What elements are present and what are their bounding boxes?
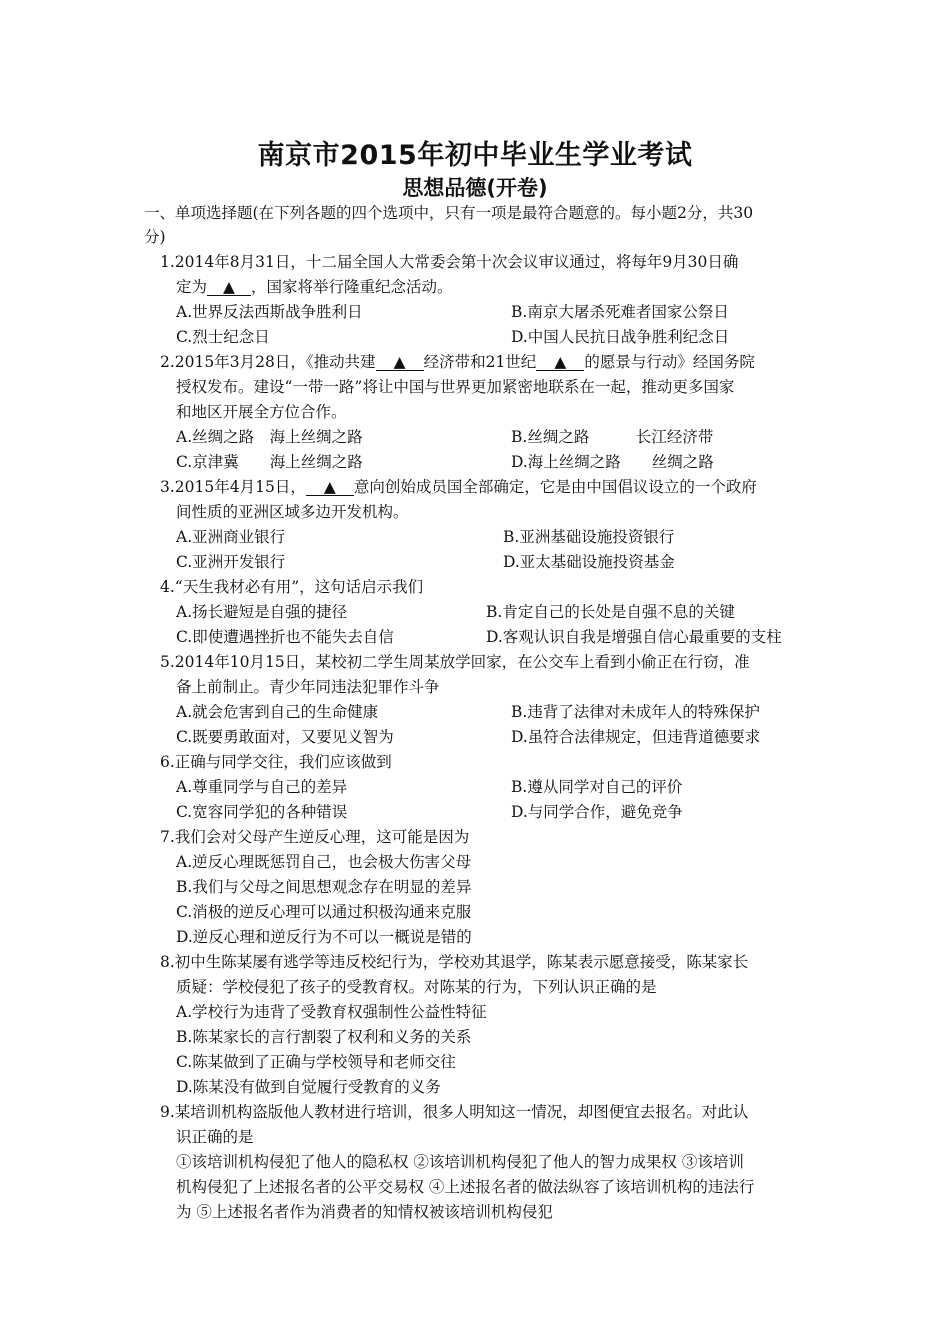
q1-stem-cont: 定为 ▲ ，国家将举行隆重纪念活动。	[176, 278, 453, 296]
q5-stem: 5.2014年10月15日，某校初二学生周某放学回家，在公交车上看到小偷正在行窃，准	[160, 653, 750, 671]
q4-option-c: C.即使遭遇挫折也不能失去自信	[176, 628, 394, 646]
exam-subtitle: 思想品德(开卷)	[402, 176, 548, 200]
q1-option-b: B.南京大屠杀死难者国家公祭日	[511, 303, 729, 321]
q3-option-a: A.亚洲商业银行	[176, 528, 286, 546]
q8-option-c: C.陈某做到了正确与学校领导和老师交往	[176, 1053, 456, 1071]
q4-option-b: B.肯定自己的长处是自强不息的关键	[486, 603, 735, 621]
q7-option-d: D.逆反心理和逆反行为不可以一概说是错的	[176, 928, 472, 946]
q5-option-d: D.虽符合法律规定，但违背道德要求	[511, 728, 761, 746]
q6-option-b: B.遵从同学对自己的评价	[511, 778, 683, 796]
q9-statements-line1: ①该培训机构侵犯了他人的隐私权 ②该培训机构侵犯了他人的智力成果权 ③该培训	[176, 1153, 744, 1171]
q7-stem: 7.我们会对父母产生逆反心理，这可能是因为	[160, 828, 470, 846]
q3-option-c: C.亚洲开发银行	[176, 553, 286, 571]
q8-stem-cont: 质疑：学校侵犯了孩子的受教育权。对陈某的行为，下列认识正确的是	[176, 978, 657, 996]
q9-stem: 9.某培训机构盗版他人教材进行培训，很多人明知这一情况，却图便宜去报名。对此认	[160, 1103, 749, 1121]
q9-statements-line2: 机构侵犯了上述报名者的公平交易权 ④上述报名者的做法纵容了该培训机构的违法行	[176, 1178, 755, 1196]
q7-option-b: B.我们与父母之间思想观念存在明显的差异	[176, 878, 472, 896]
q3-option-b: B.亚洲基础设施投资银行	[503, 528, 675, 546]
q6-stem: 6.正确与同学交往，我们应该做到	[160, 753, 392, 771]
exam-title: 南京市2015年初中毕业生学业考试	[257, 140, 693, 171]
answer-blank: ▲	[207, 279, 251, 296]
q6-option-d: D.与同学合作，避免竞争	[511, 803, 683, 821]
q2-option-c: C.京津冀 海上丝绸之路	[176, 453, 363, 471]
q2-option-d: D.海上丝绸之路 丝绸之路	[511, 453, 714, 471]
section-heading: 一、单项选择题(在下列各题的四个选项中，只有一项是最符合题意的。每小题2分，共30	[144, 204, 754, 222]
section-heading-cont: 分)	[144, 228, 166, 246]
q1-option-a: A.世界反法西斯战争胜利日	[176, 303, 363, 321]
q3-stem-cont: 间性质的亚洲区域多边开发机构。	[176, 503, 409, 521]
q1-option-c: C.烈士纪念日	[176, 328, 270, 346]
q4-stem: 4.“天生我材必有用”，这句话启示我们	[160, 578, 424, 596]
q8-stem: 8.初中生陈某屡有逃学等违反校纪行为，学校劝其退学，陈某表示愿意接受，陈某家长	[160, 953, 749, 971]
q2-stem: 2.2015年3月28日，《推动共建 ▲ 经济带和21世纪 ▲ 的愿景与行动》经国务院	[160, 353, 755, 371]
q6-option-a: A.尊重同学与自己的差异	[176, 778, 348, 796]
q3-option-d: D.亚太基础设施投资基金	[503, 553, 675, 571]
answer-blank: ▲	[306, 479, 354, 496]
q4-option-a: A.扬长避短是自强的捷径	[176, 603, 348, 621]
answer-blank: ▲	[376, 354, 424, 371]
q9-statements-line3: 为 ⑤上述报名者作为消费者的知情权被该培训机构侵犯	[176, 1203, 553, 1221]
q1-option-d: D.中国人民抗日战争胜利纪念日	[511, 328, 730, 346]
q7-option-c: C.消极的逆反心理可以通过积极沟通来克服	[176, 903, 472, 921]
q1-stem: 1.2014年8月31日，十二届全国人大常委会第十次会议审议通过，将每年9月30日确	[160, 253, 739, 271]
q8-option-a: A.学校行为违背了受教育权强制性公益性特征	[176, 1003, 487, 1021]
q8-option-d: D.陈某没有做到自觉履行受教育的义务	[176, 1078, 441, 1096]
q5-option-c: C.既要勇敢面对，又要见义智为	[176, 728, 394, 746]
q5-stem-cont: 备上前制止。青少年同违法犯罪作斗争	[176, 678, 440, 696]
q5-option-a: A.就会危害到自己的生命健康	[176, 703, 379, 721]
q7-option-a: A.逆反心理既惩罚自己，也会极大伤害父母	[176, 853, 472, 871]
q2-option-b: B.丝绸之路 长江经济带	[511, 428, 714, 446]
answer-blank: ▲	[536, 354, 584, 371]
q8-option-b: B.陈某家长的言行割裂了权利和义务的关系	[176, 1028, 472, 1046]
q9-stem-cont: 识正确的是	[176, 1128, 254, 1146]
q2-option-a: A.丝绸之路 海上丝绸之路	[176, 428, 363, 446]
q4-option-d: D.客观认识自我是增强自信心最重要的支柱	[486, 628, 782, 646]
q3-stem: 3.2015年4月15日， ▲ 意向创始成员国全部确定，它是由中国倡议设立的一个政府	[160, 478, 757, 496]
q2-stem-cont: 授权发布。建设“一带一路”将让中国与世界更加紧密地联系在一起，推动更多国家	[176, 378, 735, 396]
q6-option-c: C.宽容同学犯的各种错误	[176, 803, 348, 821]
q5-option-b: B.违背了法律对未成年人的特殊保护	[511, 703, 760, 721]
q2-stem-cont2: 和地区开展全方位合作。	[176, 403, 347, 421]
